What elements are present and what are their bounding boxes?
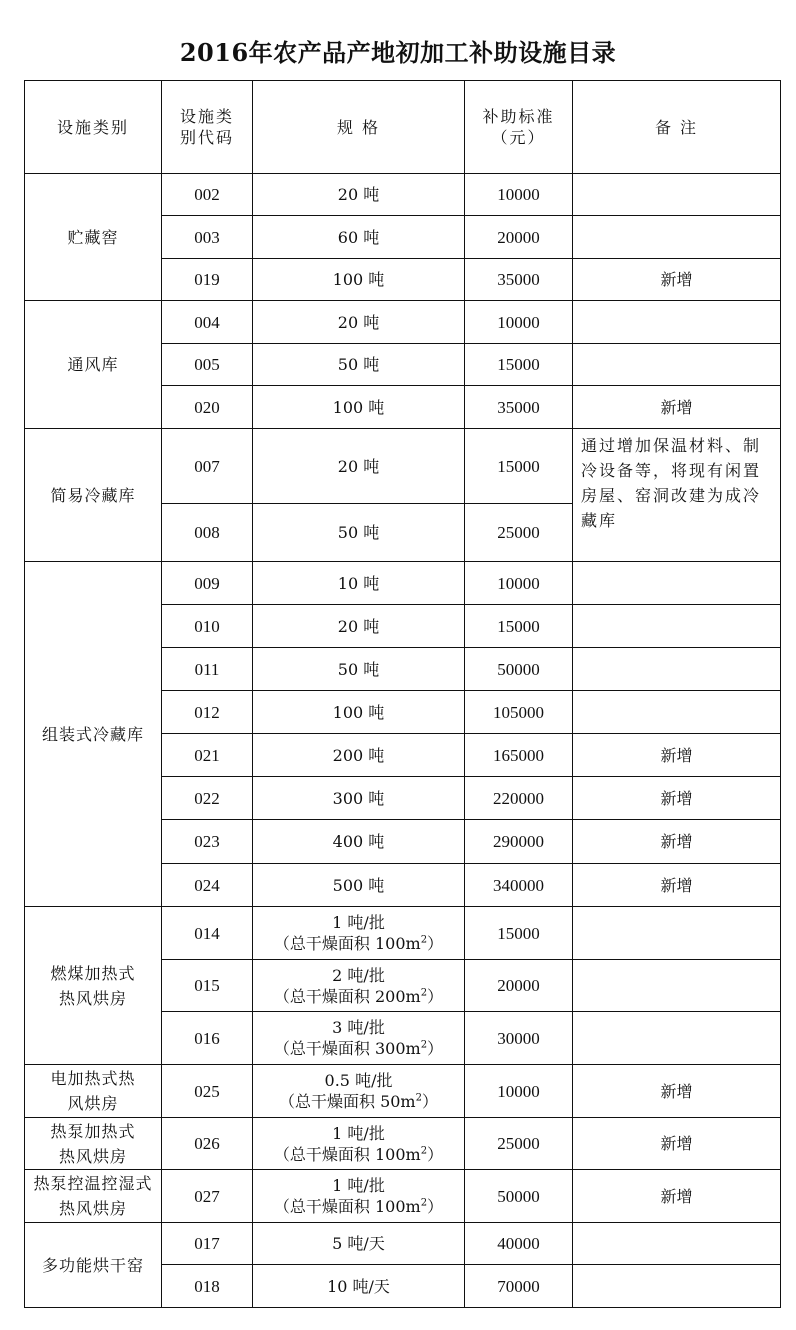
code-cell: 023 [162,820,253,864]
spec-cell: 100 吨 [253,259,465,301]
table-row [25,301,781,344]
subsidy-cell: 35000 [465,259,573,301]
code-cell: 007 [162,429,253,504]
spec-cell: 50 吨 [253,648,465,691]
note-cell: 新增 [573,777,781,820]
header-note: 备 注 [573,81,781,174]
code-cell: 011 [162,648,253,691]
spec-cell: 2 吨/批 （总干燥面积 $200m^2$） [253,960,465,1012]
subsidy-cell: 30000 [465,1012,573,1065]
code-cell: 002 [162,174,253,216]
spec-cell: 200 吨 [253,734,465,777]
subsidy-cell: 25000 [465,1118,573,1170]
category-cell: 组装式冷藏库 [25,562,162,907]
code-cell: 015 [162,960,253,1012]
subsidy-cell: 15000 [465,429,573,504]
subsidy-cell: 220000 [465,777,573,820]
table-row [25,1065,781,1118]
subsidy-cell: 290000 [465,820,573,864]
table-row [25,1170,781,1223]
category-cell: 电加热式热风烘房 [25,1065,162,1118]
code-cell: 016 [162,1012,253,1065]
spec-cell: 10 吨 [253,562,465,605]
code-cell: 005 [162,344,253,386]
note-cell [573,301,781,344]
spec-cell: 300 吨 [253,777,465,820]
subsidy-cell: 10000 [465,301,573,344]
note-cell [573,562,781,605]
code-cell: 022 [162,777,253,820]
category-cell: 多功能烘干窑 [25,1223,162,1308]
code-cell: 024 [162,864,253,907]
code-cell: 019 [162,259,253,301]
note-cell [573,1223,781,1265]
subsidy-cell: 25000 [465,504,573,562]
note-cell: 新增 [573,1170,781,1223]
code-cell: 017 [162,1223,253,1265]
subsidy-cell: 15000 [465,344,573,386]
spec-cell: 3 吨/批 （总干燥面积 $300m^2$） [253,1012,465,1065]
code-cell: 026 [162,1118,253,1170]
code-cell: 008 [162,504,253,562]
subsidy-cell: 10000 [465,1065,573,1118]
table-row [25,1118,781,1170]
spec-cell: 1 吨/批 （总干燥面积 $100m^2$） [253,1118,465,1170]
spec-cell: 500 吨 [253,864,465,907]
table-row [25,907,781,960]
subsidy-cell: 40000 [465,1223,573,1265]
subsidy-table [24,80,781,1308]
code-cell: 018 [162,1265,253,1308]
spec-cell: 20 吨 [253,605,465,648]
code-cell: 009 [162,562,253,605]
subsidy-cell: 15000 [465,605,573,648]
code-cell: 021 [162,734,253,777]
note-cell: 新增 [573,734,781,777]
note-cell [573,605,781,648]
subsidy-cell: 340000 [465,864,573,907]
category-cell: 通风库 [25,301,162,429]
subsidy-cell: 70000 [465,1265,573,1308]
spec-cell: 60 吨 [253,216,465,259]
code-cell: 012 [162,691,253,734]
subsidy-cell: 50000 [465,648,573,691]
note-cell [573,1265,781,1308]
table-row [25,562,781,605]
table-row [25,1223,781,1265]
spec-cell: 1 吨/批 （总干燥面积 $100m^2$） [253,907,465,960]
subsidy-cell: 10000 [465,562,573,605]
category-cell: 简易冷藏库 [25,429,162,562]
spec-cell: 400 吨 [253,820,465,864]
note-cell: 新增 [573,820,781,864]
subsidy-cell: 35000 [465,386,573,429]
code-cell: 010 [162,605,253,648]
note-cell [573,691,781,734]
code-cell: 014 [162,907,253,960]
header-subsidy: 补助标准（元） [465,81,573,174]
code-cell: 003 [162,216,253,259]
subsidy-cell: 50000 [465,1170,573,1223]
header-category: 设施类别 [25,81,162,174]
note-cell: 新增 [573,864,781,907]
category-cell: 燃煤加热式热风烘房 [25,907,162,1065]
code-cell: 004 [162,301,253,344]
subsidy-cell: 10000 [465,174,573,216]
code-cell: 027 [162,1170,253,1223]
header-code: 设施类别代码 [162,81,253,174]
category-cell: 热泵加热式热风烘房 [25,1118,162,1170]
note-cell: 新增 [573,1118,781,1170]
spec-cell: 20 吨 [253,301,465,344]
page-title: 2016年农产品产地初加工补助设施目录 [179,38,617,67]
spec-cell: 100 吨 [253,691,465,734]
spec-cell: 1 吨/批 （总干燥面积 $100m^2$） [253,1170,465,1223]
header-spec: 规 格 [253,81,465,174]
spec-cell: 0.5 吨/批 （总干燥面积 $50m^2$） [253,1065,465,1118]
note-cell [573,1012,781,1065]
subsidy-cell: 20000 [465,216,573,259]
spec-cell: 50 吨 [253,344,465,386]
note-cell [573,907,781,960]
spec-cell: 20 吨 [253,429,465,504]
category-cell: 贮藏窖 [25,174,162,301]
subsidy-cell: 165000 [465,734,573,777]
table-row [25,174,781,216]
note-cell: 新增 [573,386,781,429]
note-cell [573,174,781,216]
spec-cell: 10 吨/天 [253,1265,465,1308]
category-cell: 热泵控温控湿式热风烘房 [25,1170,162,1223]
note-cell: 新增 [573,1065,781,1118]
subsidy-cell: 15000 [465,907,573,960]
code-cell: 020 [162,386,253,429]
table-row [25,429,781,504]
spec-cell: 5 吨/天 [253,1223,465,1265]
note-cell [573,216,781,259]
subsidy-cell: 20000 [465,960,573,1012]
note-cell [573,344,781,386]
note-cell: 新增 [573,259,781,301]
note-cell: 通过增加保温材料、制冷设备等，将现有闲置房屋、窑洞改建为成冷藏库 [573,429,781,562]
code-cell: 025 [162,1065,253,1118]
note-cell [573,648,781,691]
header-row [25,81,781,174]
spec-cell: 100 吨 [253,386,465,429]
spec-cell: 20 吨 [253,174,465,216]
spec-cell: 50 吨 [253,504,465,562]
subsidy-cell: 105000 [465,691,573,734]
note-cell [573,960,781,1012]
